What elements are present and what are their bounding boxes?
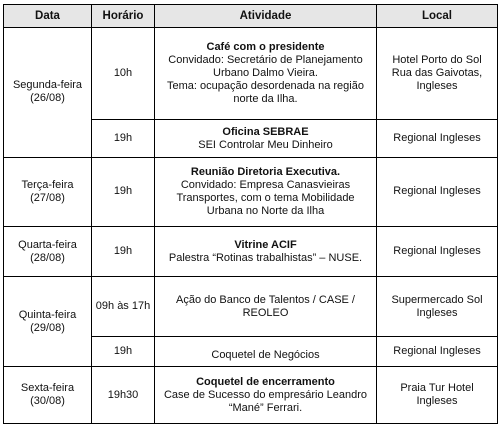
- table-row: [4, 277, 498, 337]
- local-line: Regional Ingleses: [393, 132, 481, 145]
- day-date: (30/08): [30, 395, 65, 408]
- local-line: Regional Ingleses: [393, 245, 481, 258]
- activity-detail: norte da Ilha.: [233, 93, 298, 106]
- day-name: Quinta-feira: [18, 308, 77, 321]
- schedule-table: [3, 4, 498, 424]
- time-cell: 19h30: [92, 367, 155, 424]
- day-date: (26/08): [30, 92, 65, 105]
- activity-detail: Urbano Dalmo Vieira.: [213, 67, 318, 80]
- activity-cell: [155, 28, 377, 120]
- header-horario: Horário: [92, 5, 155, 28]
- local-line: Hotel Porto do Sol: [392, 54, 482, 67]
- activity-cell: [155, 227, 377, 277]
- activity-cell: [155, 337, 377, 367]
- day-date: (29/08): [30, 321, 65, 334]
- activity-title: Coquetel de encerramento: [196, 375, 335, 388]
- day-name: Sexta-feira: [20, 382, 75, 395]
- activity-detail: Convidado: Empresa Canasvieiras: [180, 178, 351, 191]
- local-cell: [377, 227, 498, 277]
- day-cell: [4, 157, 92, 226]
- activity-detail: “Mané” Ferrari.: [228, 401, 303, 414]
- local-line: Rua das Gaivotas,: [391, 67, 483, 80]
- activity-title: Café com o presidente: [206, 41, 325, 54]
- local-cell: [377, 157, 498, 226]
- header-atividade: Atividade: [155, 5, 377, 28]
- time-cell: 19h: [92, 157, 155, 226]
- activity-detail: REOLEO: [242, 306, 289, 319]
- activity-title: Vitrine ACIF: [234, 238, 297, 251]
- local-line: Ingleses: [416, 395, 458, 408]
- activity-cell: [155, 120, 377, 158]
- local-cell: [377, 28, 498, 120]
- table-row: [4, 367, 498, 424]
- activity-detail: Convidado: Secretário de Planejamento: [168, 54, 363, 67]
- day-cell: [4, 227, 92, 277]
- day-cell: [4, 277, 92, 367]
- header-data: Data: [4, 5, 92, 28]
- local-line: Supermercado Sol: [391, 293, 483, 306]
- activity-detail: Case de Sucesso do empresário Leandro: [163, 388, 367, 401]
- local-cell: [377, 277, 498, 337]
- local-line: Ingleses: [416, 306, 458, 319]
- local-cell: [377, 337, 498, 367]
- day-cell: [4, 28, 92, 158]
- table-row: [4, 157, 498, 226]
- table-row: [4, 227, 498, 277]
- day-date: (28/08): [30, 251, 65, 264]
- activity-detail: Transportes, com o tema Mobilidade: [176, 191, 355, 204]
- activity-cell: [155, 157, 377, 226]
- header-local: Local: [377, 5, 498, 28]
- local-line: Praia Tur Hotel: [400, 382, 474, 395]
- local-cell: [377, 120, 498, 158]
- activity-detail: SEI Controlar Meu Dinheiro: [198, 138, 333, 151]
- activity-detail: Ação do Banco de Talentos / CASE /: [176, 293, 355, 306]
- activity-detail: Tema: ocupação desordenada na região: [167, 80, 364, 93]
- local-cell: [377, 367, 498, 424]
- time-cell: 19h: [92, 120, 155, 158]
- day-date: (27/08): [30, 191, 65, 204]
- activity-title: Oficina SEBRAE: [222, 125, 309, 138]
- activity-cell: [155, 367, 377, 424]
- local-line: Regional Ingleses: [393, 185, 481, 198]
- time-cell: 19h: [92, 227, 155, 277]
- day-name: Segunda-feira: [12, 79, 83, 92]
- local-line: Ingleses: [416, 80, 458, 93]
- table-row: [4, 28, 498, 120]
- local-line: Regional Ingleses: [393, 345, 481, 358]
- day-cell: [4, 367, 92, 424]
- activity-title: Reunião Diretoria Executiva.: [190, 165, 341, 178]
- time-cell: 19h: [92, 337, 155, 367]
- time-cell: 10h: [92, 28, 155, 120]
- activity-detail: Palestra “Rotinas trabalhistas” – NUSE.: [168, 251, 363, 264]
- day-name: Quarta-feira: [18, 238, 77, 251]
- activity-cell: [155, 277, 377, 337]
- activity-detail: Urbana no Norte da Ilha: [206, 204, 325, 217]
- header-row: [4, 5, 498, 28]
- time-cell: 09h às 17h: [92, 277, 155, 337]
- day-name: Terça-feira: [21, 178, 74, 191]
- activity-detail: Coquetel de Negócios: [211, 349, 320, 362]
